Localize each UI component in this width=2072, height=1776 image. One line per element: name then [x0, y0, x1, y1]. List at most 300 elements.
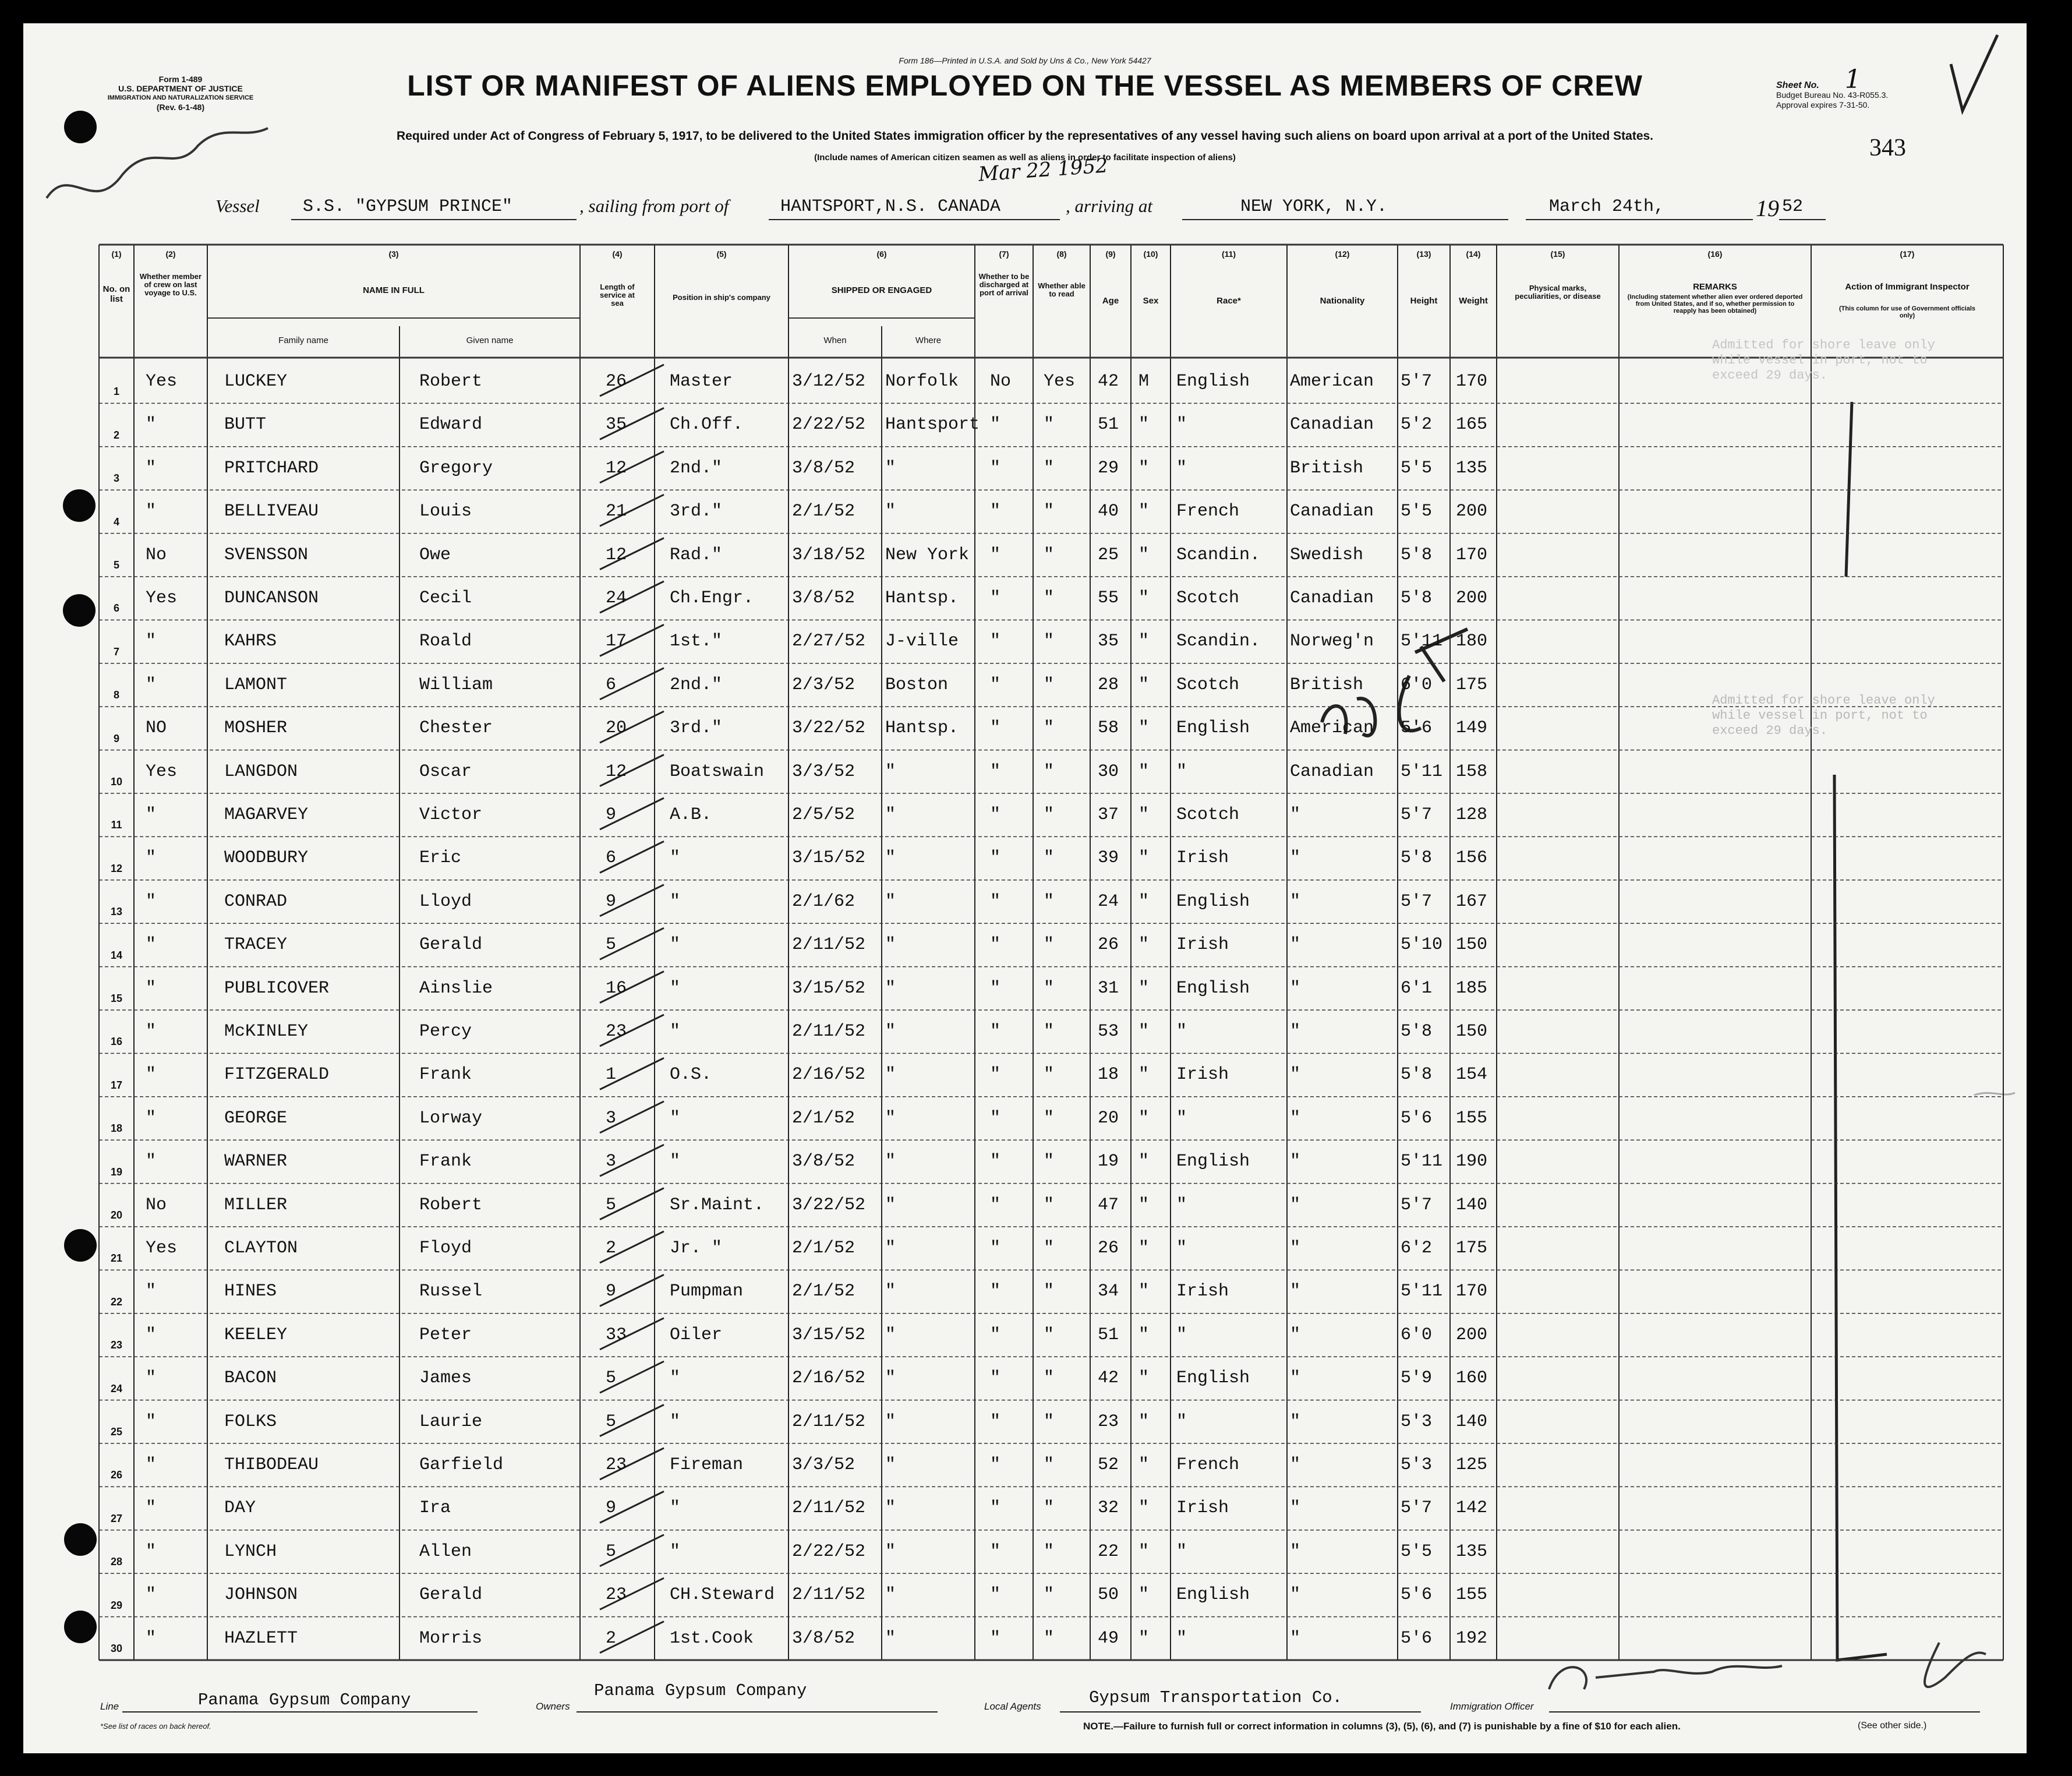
height-cell: 5'8 [1401, 848, 1433, 868]
row-number: 1 [113, 386, 119, 398]
discharged-cell: " [990, 1498, 1001, 1519]
race-cell: Irish [1176, 1498, 1229, 1519]
weight-cell: 160 [1456, 1368, 1488, 1389]
able-to-read-cell: " [1044, 1195, 1055, 1215]
weight-cell: 190 [1456, 1152, 1488, 1172]
shipped-where-cell: " [885, 1152, 896, 1172]
nationality-cell: " [1290, 1411, 1301, 1432]
family-name-cell: MILLER [224, 1195, 288, 1215]
given-name-cell: Louis [419, 502, 472, 522]
age-cell: 20 [1098, 1108, 1119, 1128]
sex-cell: " [1138, 675, 1150, 695]
nationality-cell: " [1290, 1065, 1301, 1085]
row-number: 18 [110, 1122, 123, 1135]
given-name-cell: Chester [419, 718, 493, 739]
form-number: Form 1-489 [158, 75, 203, 84]
owners-label: Owners [536, 1701, 570, 1712]
nationality-cell: " [1290, 891, 1301, 912]
prev-voyage-cell: " [146, 675, 157, 695]
weight-cell: 185 [1456, 978, 1488, 998]
sailing-port: HANTSPORT,N.S. CANADA [780, 197, 1001, 217]
include-text: (Include names of American citizen seamen as well as aliens in order to facilitate inspection of aliens) [814, 153, 1236, 163]
age-cell: 24 [1098, 891, 1119, 912]
col-header-12: Nationality [1320, 296, 1365, 306]
sex-cell: " [1138, 545, 1150, 565]
shipped-where-cell: " [885, 1325, 896, 1345]
col-header-6-when: When [823, 336, 847, 345]
sex-cell: " [1138, 1498, 1150, 1519]
prev-voyage-cell: " [146, 1325, 157, 1345]
family-name-cell: LUCKEY [224, 372, 288, 391]
nationality-cell: " [1290, 1022, 1301, 1041]
weight-cell: 158 [1456, 761, 1488, 782]
position-cell: Ch.Engr. [670, 588, 754, 608]
col-header-16: REMARKS [1693, 282, 1737, 292]
able-to-read-cell: " [1044, 978, 1055, 998]
shipped-when-cell: 3/12/52 [792, 372, 866, 391]
prev-voyage-cell: No [146, 1195, 167, 1215]
height-cell: 5'6 [1401, 1108, 1433, 1128]
able-to-read-cell: " [1044, 761, 1055, 782]
col-num-10: (10) [1143, 249, 1158, 259]
age-cell: 34 [1098, 1281, 1119, 1302]
given-name-cell: Oscar [419, 761, 472, 782]
budget-bureau: Budget Bureau No. 43-R055.3. [1776, 90, 1889, 100]
prev-voyage-cell: " [146, 1368, 157, 1389]
race-cell: Scotch [1176, 805, 1240, 825]
height-cell: 5'6 [1401, 718, 1433, 739]
sex-cell: " [1138, 1238, 1150, 1258]
sex-cell: " [1138, 1195, 1150, 1215]
shipped-when-cell: 2/22/52 [792, 415, 866, 435]
arriving-label: , arriving at [1066, 196, 1152, 216]
position-cell: " [670, 848, 681, 868]
weight-cell: 180 [1456, 631, 1488, 652]
row-number: 15 [110, 993, 123, 1004]
sheet-number: 1 [1844, 65, 1861, 94]
position-cell: 1st.Cook [670, 1628, 754, 1648]
prev-voyage-cell: " [146, 1411, 157, 1432]
service: IMMIGRATION AND NATURALIZATION SERVICE [107, 94, 254, 101]
vessel-label: Vessel [215, 196, 260, 216]
race-cell: " [1176, 1628, 1187, 1648]
height-cell: 6'0 [1401, 1325, 1433, 1345]
col-header-4: Length of service at sea [600, 283, 635, 308]
col-header-17-sub: (This column for use of Government officials only) [1838, 305, 1976, 319]
nationality-cell: " [1290, 1108, 1301, 1128]
col-header-17: Action of Immigrant Inspector [1845, 282, 1970, 292]
prev-voyage-cell: " [146, 502, 157, 522]
shipped-when-cell: 2/11/52 [792, 1585, 866, 1605]
col-num-13: (13) [1416, 249, 1431, 259]
row-number: 28 [110, 1556, 123, 1568]
discharged-cell: " [990, 415, 1001, 435]
able-to-read-cell: " [1044, 718, 1055, 739]
sex-cell: " [1138, 1108, 1150, 1128]
height-cell: 6'2 [1401, 1238, 1433, 1258]
shipped-where-cell: Hantsp. [885, 718, 959, 739]
arriving-port: NEW YORK, N.Y. [1240, 197, 1388, 217]
col-header-1: No. on list [102, 284, 130, 304]
position-cell: Ch.Off. [670, 415, 744, 435]
age-cell: 25 [1098, 545, 1119, 565]
department: U.S. DEPARTMENT OF JUSTICE [118, 84, 243, 93]
position-cell: Master [670, 372, 733, 391]
weight-cell: 155 [1456, 1108, 1488, 1128]
given-name-cell: Lloyd [419, 891, 472, 912]
weight-cell: 200 [1456, 1325, 1488, 1345]
height-cell: 6'1 [1401, 978, 1433, 998]
sex-cell: " [1138, 805, 1150, 825]
age-cell: 28 [1098, 675, 1119, 695]
given-name-cell: Morris [419, 1628, 483, 1648]
col-num-12: (12) [1335, 249, 1350, 259]
position-cell: " [670, 935, 681, 955]
discharged-cell: " [990, 1108, 1001, 1128]
prev-voyage-cell: " [146, 848, 157, 868]
shipped-where-cell: J-ville [885, 631, 959, 652]
weight-cell: 154 [1456, 1065, 1488, 1085]
row-number: 22 [110, 1295, 123, 1308]
position-cell: " [670, 1022, 681, 1041]
height-cell: 5'6 [1401, 1628, 1433, 1648]
shipped-where-cell: Hantsport [885, 415, 980, 435]
shipped-where-cell: " [885, 935, 896, 955]
given-name-cell: Edward [419, 415, 483, 435]
discharged-cell: " [990, 978, 1001, 998]
sex-cell: " [1138, 1368, 1150, 1389]
row-number: 26 [110, 1469, 123, 1481]
discharged-cell: " [990, 1195, 1001, 1215]
race-cell: " [1176, 1325, 1187, 1345]
col-num-3: (3) [388, 249, 399, 259]
shipped-when-cell: 2/11/52 [792, 935, 866, 955]
shipped-where-cell: " [885, 1195, 896, 1215]
shipped-when-cell: 3/15/52 [792, 1325, 866, 1345]
service-length-cell: 23 [606, 1585, 627, 1605]
shipped-when-cell: 3/15/52 [792, 978, 866, 998]
weight-cell: 125 [1456, 1455, 1488, 1475]
position-cell: " [670, 1411, 681, 1432]
col-header-6-where: Where [915, 336, 942, 345]
family-name-cell: LYNCH [224, 1541, 277, 1562]
race-cell: Scandin. [1176, 545, 1261, 565]
col-num-1: (1) [111, 249, 122, 259]
family-name-cell: WARNER [224, 1152, 288, 1172]
shipped-when-cell: 2/11/52 [792, 1022, 866, 1041]
col-header-13: Height [1410, 296, 1438, 306]
page-title: LIST OR MANIFEST OF ALIENS EMPLOYED ON THE VESSEL AS MEMBERS OF CREW [407, 69, 1643, 102]
row-number: 3 [113, 472, 119, 485]
family-name-cell: SVENSSON [224, 545, 309, 565]
given-name-cell: Russel [419, 1281, 483, 1302]
able-to-read-cell: Yes [1044, 372, 1076, 391]
shipped-where-cell: Boston [885, 675, 949, 695]
sex-cell: " [1138, 1065, 1150, 1085]
shipped-when-cell: 2/1/52 [792, 1281, 855, 1302]
col-num-5: (5) [716, 249, 727, 259]
prev-voyage-cell: " [146, 1152, 157, 1172]
col-num-4: (4) [612, 249, 623, 259]
height-cell: 5'7 [1401, 1195, 1433, 1215]
service-length-cell: 5 [606, 935, 617, 955]
weight-cell: 149 [1456, 718, 1488, 739]
able-to-read-cell: " [1044, 1498, 1055, 1519]
able-to-read-cell: " [1044, 502, 1055, 522]
prev-voyage-cell: " [146, 891, 157, 912]
able-to-read-cell: " [1044, 1368, 1055, 1389]
position-cell: Sr.Maint. [670, 1195, 765, 1215]
service-length-cell: 23 [606, 1455, 627, 1475]
race-cell: " [1176, 761, 1187, 782]
shipped-when-cell: 3/3/52 [792, 761, 855, 782]
family-name-cell: PRITCHARD [224, 458, 319, 478]
shipped-when-cell: 3/18/52 [792, 545, 866, 565]
nationality-cell: Canadian [1290, 588, 1374, 608]
shipped-when-cell: 2/1/52 [792, 1108, 855, 1128]
row-number: 6 [113, 602, 119, 615]
shipped-when-cell: 2/5/52 [792, 805, 855, 825]
shipped-when-cell: 3/8/52 [792, 458, 855, 478]
shipped-where-cell: " [885, 891, 896, 912]
shipped-where-cell: " [885, 1022, 896, 1041]
row-number: 27 [110, 1512, 123, 1524]
family-name-cell: BACON [224, 1368, 277, 1389]
row-number: 8 [113, 689, 119, 701]
nationality-cell: Canadian [1290, 415, 1374, 435]
year-prefix: 19 [1756, 195, 1779, 221]
family-name-cell: CONRAD [224, 891, 288, 912]
service-length-cell: 33 [606, 1325, 627, 1345]
row-number: 29 [110, 1599, 123, 1611]
age-cell: 18 [1098, 1065, 1119, 1085]
shipped-where-cell: " [885, 848, 896, 868]
prev-voyage-cell: No [146, 545, 167, 565]
position-cell: Jr. " [670, 1238, 723, 1258]
family-name-cell: DUNCANSON [224, 588, 319, 608]
position-cell: " [670, 891, 681, 912]
position-cell: A.B. [670, 805, 712, 825]
height-cell: 5'5 [1401, 458, 1433, 478]
nationality-cell: Canadian [1290, 761, 1374, 782]
nationality-cell: British [1290, 675, 1364, 695]
height-cell: 5'3 [1401, 1455, 1433, 1475]
weight-cell: 200 [1456, 588, 1488, 608]
age-cell: 53 [1098, 1022, 1119, 1041]
height-cell: 5'11 [1401, 1152, 1443, 1172]
shipped-where-cell: " [885, 1628, 896, 1648]
nationality-cell: American [1290, 372, 1374, 391]
service-length-cell: 2 [606, 1628, 617, 1648]
prev-voyage-cell: " [146, 1541, 157, 1562]
prev-voyage-cell: " [146, 458, 157, 478]
service-length-cell: 5 [606, 1195, 617, 1215]
service-length-cell: 26 [606, 372, 627, 391]
penalty-note: NOTE.—Failure to furnish full or correct information in columns (3), (5), (6), and (7) is punishable by a fine of $10 for each alien. [1083, 1721, 1681, 1732]
discharged-cell: " [990, 1325, 1001, 1345]
nationality-cell: " [1290, 1585, 1301, 1605]
given-name-cell: Percy [419, 1022, 472, 1041]
able-to-read-cell: " [1044, 545, 1055, 565]
age-cell: 19 [1098, 1152, 1119, 1172]
position-cell: 2nd." [670, 675, 723, 695]
race-cell: French [1176, 502, 1240, 522]
nationality-cell: " [1290, 1368, 1301, 1389]
given-name-cell: Frank [419, 1152, 472, 1172]
line-value: Panama Gypsum Company [198, 1690, 411, 1710]
shipped-when-cell: 3/8/52 [792, 1628, 855, 1648]
prev-voyage-cell: Yes [146, 372, 178, 391]
weight-cell: 192 [1456, 1628, 1488, 1648]
nationality-cell: " [1290, 848, 1301, 868]
sex-cell: " [1138, 1411, 1150, 1432]
row-number: 23 [110, 1339, 123, 1351]
race-cell: Scotch [1176, 588, 1240, 608]
able-to-read-cell: " [1044, 631, 1055, 652]
col-num-7: (7) [999, 249, 1009, 259]
race-cell: English [1176, 1585, 1250, 1605]
family-name-cell: WOODBURY [224, 848, 309, 868]
height-cell: 5'7 [1401, 1498, 1433, 1519]
row-number: 4 [113, 516, 119, 528]
shipped-when-cell: 2/16/52 [792, 1368, 866, 1389]
given-name-cell: Allen [419, 1541, 472, 1562]
col-num-14: (14) [1466, 249, 1481, 259]
position-cell: O.S. [670, 1065, 712, 1085]
row-number: 7 [113, 645, 119, 658]
race-cell: English [1176, 891, 1250, 912]
able-to-read-cell: " [1044, 1281, 1055, 1302]
able-to-read-cell: " [1044, 1152, 1055, 1172]
height-cell: 5'8 [1401, 588, 1433, 608]
nationality-cell: " [1290, 1498, 1301, 1519]
able-to-read-cell: " [1044, 1022, 1055, 1041]
agents-value: Gypsum Transportation Co. [1089, 1688, 1343, 1707]
required-text: Required under Act of Congress of February 5, 1917, to be delivered to the United States immigration officer by the representatives of any vessel having such aliens on board upon arrival at a port of the United States. [396, 129, 1654, 143]
service-length-cell: 12 [606, 761, 627, 782]
shipped-when-cell: 2/1/62 [792, 891, 855, 912]
sex-cell: " [1138, 631, 1150, 652]
given-name-cell: William [419, 675, 493, 695]
age-cell: 31 [1098, 978, 1119, 998]
col-num-8: (8) [1056, 249, 1067, 259]
discharged-cell: " [990, 1022, 1001, 1041]
col-header-6: SHIPPED OR ENGAGED [831, 285, 932, 295]
race-cell: English [1176, 1368, 1250, 1389]
col-header-3-family: Family name [278, 336, 328, 345]
sex-cell: " [1138, 761, 1150, 782]
weight-cell: 140 [1456, 1195, 1488, 1215]
nationality-cell: " [1290, 1152, 1301, 1172]
race-cell: " [1176, 1411, 1187, 1432]
given-name-cell: James [419, 1368, 472, 1389]
sailing-label: , sailing from port of [579, 196, 729, 216]
able-to-read-cell: " [1044, 1585, 1055, 1605]
age-cell: 35 [1098, 631, 1119, 652]
row-number: 16 [110, 1036, 123, 1048]
sex-cell: M [1138, 372, 1150, 391]
discharged-cell: " [990, 805, 1001, 825]
family-name-cell: MAGARVEY [224, 805, 309, 825]
race-cell: Irish [1176, 848, 1229, 868]
col-num-11: (11) [1221, 249, 1236, 259]
height-cell: 5'8 [1401, 545, 1433, 565]
able-to-read-cell: " [1044, 1411, 1055, 1432]
family-name-cell: PUBLICOVER [224, 978, 330, 998]
race-cell: Irish [1176, 1065, 1229, 1085]
row-number: 21 [110, 1252, 123, 1265]
family-name-cell: MOSHER [224, 718, 288, 739]
prev-voyage-cell: Yes [146, 1238, 178, 1258]
nationality-cell: Norweg'n [1290, 631, 1374, 652]
shipped-where-cell: " [885, 805, 896, 825]
able-to-read-cell: " [1044, 1628, 1055, 1648]
discharged-cell: " [990, 891, 1001, 912]
service-length-cell: 24 [606, 588, 627, 608]
weight-cell: 165 [1456, 415, 1488, 435]
race-cell: " [1176, 1022, 1187, 1041]
col-num-15: (15) [1550, 249, 1565, 259]
service-length-cell: 9 [606, 891, 617, 912]
service-length-cell: 12 [606, 458, 627, 478]
prev-voyage-cell: " [146, 1628, 157, 1648]
prev-voyage-cell: " [146, 1281, 157, 1302]
age-cell: 51 [1098, 415, 1119, 435]
sex-cell: " [1138, 458, 1150, 478]
given-name-cell: Gregory [419, 458, 493, 478]
able-to-read-cell: " [1044, 848, 1055, 868]
age-cell: 49 [1098, 1628, 1119, 1648]
row-number: 25 [110, 1426, 123, 1438]
weight-cell: 175 [1456, 1238, 1488, 1258]
line-label: Line [100, 1701, 119, 1712]
height-cell: 5'11 [1401, 761, 1443, 782]
discharged-cell: " [990, 1585, 1001, 1605]
sex-cell: " [1138, 1455, 1150, 1475]
family-name-cell: BELLIVEAU [224, 502, 319, 522]
sex-cell: " [1138, 891, 1150, 912]
row-number: 10 [110, 776, 123, 788]
able-to-read-cell: " [1044, 675, 1055, 695]
able-to-read-cell: " [1044, 415, 1055, 435]
age-cell: 37 [1098, 805, 1119, 825]
position-cell: " [670, 1108, 681, 1128]
remarks-ghost-text: Admitted for shore leave only while vessel in port, not to exceed 29 days. [1712, 693, 1935, 738]
discharged-cell: No [990, 372, 1012, 391]
revision: (Rev. 6-1-48) [156, 103, 205, 112]
weight-cell: 150 [1456, 935, 1488, 955]
age-cell: 42 [1098, 1368, 1119, 1389]
col-header-9: Age [1102, 296, 1119, 306]
prev-voyage-cell: " [146, 1455, 157, 1475]
age-cell: 42 [1098, 372, 1119, 391]
age-cell: 22 [1098, 1541, 1119, 1562]
able-to-read-cell: " [1044, 1455, 1055, 1475]
age-cell: 50 [1098, 1585, 1119, 1605]
position-cell: 3rd." [670, 718, 723, 739]
weight-cell: 175 [1456, 675, 1488, 695]
age-cell: 32 [1098, 1498, 1119, 1519]
row-number: 17 [110, 1079, 123, 1091]
service-length-cell: 21 [606, 502, 627, 522]
race-cell: Irish [1176, 935, 1229, 955]
discharged-cell: " [990, 1368, 1001, 1389]
service-length-cell: 1 [606, 1065, 617, 1085]
shipped-where-cell: " [885, 1585, 896, 1605]
prev-voyage-cell: " [146, 1585, 157, 1605]
family-name-cell: TRACEY [224, 935, 288, 955]
service-length-cell: 20 [606, 718, 627, 739]
